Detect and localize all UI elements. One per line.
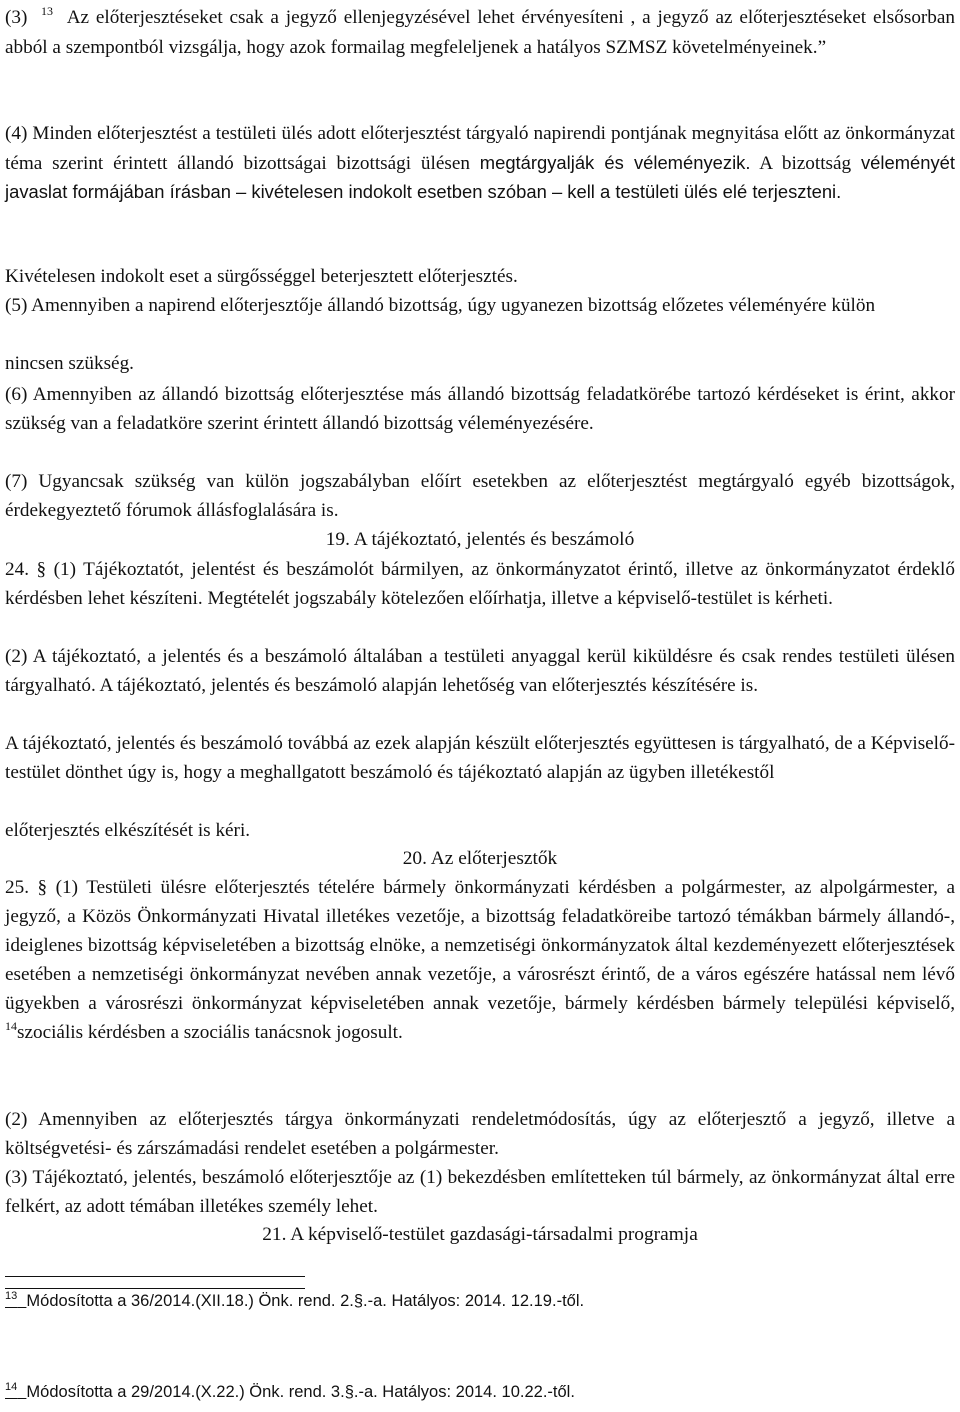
section-25-paragraph-1-end: szociális kérdésben a szociális tanácsnok jogosult. <box>17 1022 403 1043</box>
paragraph-5 <box>5 292 955 321</box>
paragraph-4-text: (4) Minden előterjesztést a testületi ülés adott előterjesztést tárgyaló napirendi pontjának megnyitása előtt az önkormányzat téma szerint érintett állandó bizottságai bizottsági ülésen <box>5 123 955 174</box>
paragraph-4 <box>5 120 955 208</box>
footnote-ref-14: 14 <box>5 1019 17 1033</box>
section-25-paragraph-3: (3) Tájékoztató, jelentés, beszámoló előterjesztője az (1) bekezdésben említetteken túl bármely, az önkormányzat által erre felkért, az adott témában illetékes személy lehet. <box>5 1167 955 1217</box>
paragraph-4-urgent-note: Kivételesen indokolt eset a sürgősséggel beterjesztett előterjesztés. <box>5 266 518 287</box>
section-25-paragraph-1-text: 25. § (1) Testületi ülésre előterjesztés tételére bármely önkormányzati kérdésben a polgármester, az alpolgármester, a jegyző, a Közös Önkormányzati Hivatal illetékes vezetője, a bizottság feladatköreibe tartozó témákban bármely állandó-, ideiglenes bizottság képviseletében a bizottság elnöke, a nemzetiségi önkormányzatok által kezdeményezett előterjesztések esetében a nemzetiségi önkormányzat nevében annak vezetője, a városrészt érintő, de a város egészére hatással nem lévő ügyekben a városrészi önkormányzat képviseletében annak vezetője, bármely kérdésben bármely települési képviselő, <box>5 877 955 1014</box>
section-heading-21: 21. A képviselő-testület gazdasági-társadalmi programja <box>262 1224 698 1245</box>
paragraph-5-text: (5) Amennyiben a napirend előterjesztője állandó bizottság, úgy ugyanezen bizottság előzetes véleményére külön <box>5 295 876 316</box>
section-25-paragraph-2: (2) Amennyiben az előterjesztés tárgya önkormányzati rendeletmódosítás, úgy az előterjesztő a jegyző, illetve a költségvetési- és zárszámadási rendelet esetében a polgármester. <box>5 1109 955 1159</box>
section-24-paragraph-3-tail: előterjesztés elkészítését is kéri. <box>5 820 251 841</box>
footnote-14 <box>5 1383 575 1402</box>
paragraph-4-sans-text: megtárgyalják és véleményezik. <box>479 151 751 173</box>
paragraph-6: (6) Amennyiben az állandó bizottság előterjesztése más állandó bizottság feladatkörébe tartozó kérdéseket is érint, akkor szükség van a feladatköre szerint érintett állandó bizottság véleményezésére. <box>5 384 955 434</box>
footnote-separator-second <box>5 1288 305 1289</box>
paragraph-4-opinion-text: véleményét javaslat formájában írásban – kivételesen indokolt esetben szóban – kell a testületi ülés elé terjeszteni. <box>5 151 956 203</box>
footnote-13 <box>5 1292 584 1311</box>
section-heading-20: 20. Az előterjesztők <box>402 848 558 869</box>
paragraph-3-text: Az előterjesztéseket csak a jegyző ellenjegyzésével lehet érvényesíteni , a jegyző az előterjesztéseket elsősorban abból a szempontból vizsgálja, hogy azok formailag megfeleljenek a hatályos SZMSZ követelményeinek.” <box>5 7 956 58</box>
footnote-ref-13: 13 <box>41 4 54 18</box>
paragraph-5-tail: nincsen szükség. <box>5 353 134 374</box>
paragraph-3-number: (3) <box>5 7 28 28</box>
footnote-14-text: Módosította a 29/2014.(X.22.) Önk. rend. 3.§.-a. Hatályos: 2014. 10.22.-től. <box>26 1383 575 1401</box>
section-24-paragraph-1: 24. § (1) Tájékoztatót, jelentést és beszámolót bármilyen, az önkormányzatot érintő, illetve az önkormányzatot érdeklő kérdésben lehet készíteni. Megtételét jogszabály kötelezően előírhatja, illetve a képviselő-testület is kérheti. <box>5 559 955 609</box>
paragraph-4-continuation: A bizottság <box>750 152 852 174</box>
section-25-paragraph-1 <box>5 873 955 1049</box>
footnote-13-text: Módosította a 36/2014.(XII.18.) Önk. rend. 2.§.-a. Hatályos: 2014. 12.19.-től. <box>26 1292 585 1310</box>
section-24-paragraph-2: (2) A tájékoztató, a jelentés és a beszámoló általában a testületi anyaggal kerül kiküldésre és csak rendes testületi ülésen tárgyalható. A tájékoztató, jelentés és beszámoló alapján lehetőség van előterjesztés készítésére is. <box>5 646 955 696</box>
footnote-14-number: 14 <box>5 1381 18 1393</box>
paragraph-3 <box>5 4 955 62</box>
footnote-separator <box>5 1276 305 1277</box>
footnote-13-number: 13 <box>5 1290 18 1302</box>
section-24-paragraph-3: A tájékoztató, jelentés és beszámoló továbbá az ezek alapján készült előterjesztés együttesen is tárgyalható, de a Képviselő-testület dönthet úgy is, hogy a meghallgatott beszámoló és tájékoztató alapján az ügyben illetékestől <box>5 733 955 783</box>
section-heading-19: 19. A tájékoztató, jelentés és beszámoló <box>325 529 635 550</box>
paragraph-7: (7) Ugyancsak szükség van külön jogszabályban előírt esetekben az előterjesztést megtárgyaló egyéb bizottságok, érdekegyeztető fórumok állásfoglalására is. <box>5 471 955 521</box>
